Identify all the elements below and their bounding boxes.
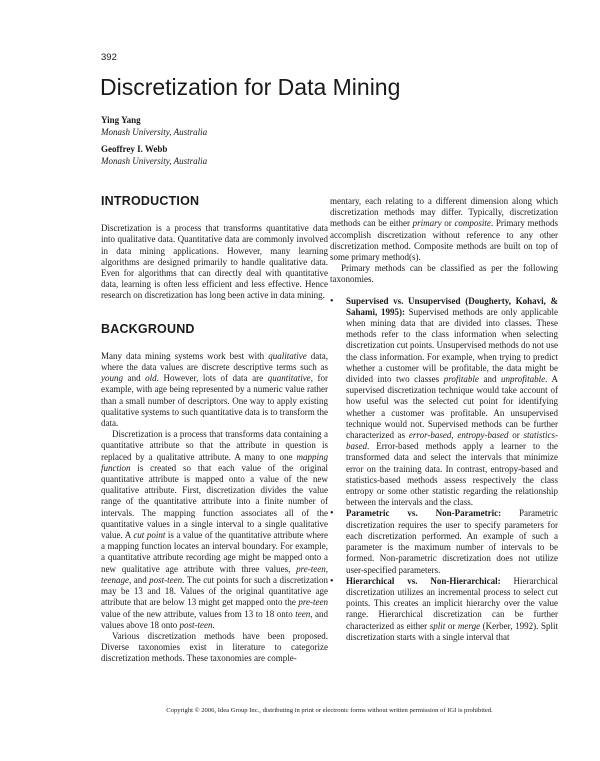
author-affiliation: Monash University, Australia <box>101 127 208 137</box>
taxonomy-list <box>330 296 558 643</box>
copyright-footer: Copyright © 2006, Idea Group Inc., distributing in print or electronic forms without written permission of IGI is prohibited. <box>166 707 493 714</box>
list-item: • Supervised vs. Unsupervised (Dougherty, Kohavi, & Sahami, 1995): Supervised methods are only applicable when mining data that are divided into classes. These methods refer to the class information when selecting discretization cut points. Unsupervised methods do not use the class information. For example, when trying to predict whether a customer will be profitable, the data might be divided into two classes profitable and unprofitable. A supervised discretization technique would take account of how useful was the selected cut point for identifying whether a customer was profitable. An unsupervised technique would not. Supervised methods can be further characterized as error-based, entropy-based or statistics-based. Error-based methods apply a learner to the transformed data and select the intervals that minimize error on the training data. In contrast, entropy-based and statistics-based methods assess respectively the class entropy or some other statistic regarding the relationship between the intervals and the class. <box>330 296 558 509</box>
right-column <box>330 196 558 643</box>
left-column <box>101 196 328 665</box>
background-paragraph-1: Many data mining systems work best with qualitative data, where the data values are discrete descriptive terms such as young and old. However, lots of data are quantitative, for example, with age being represented by a numeric value rather than a small number of descriptors. One way to apply existing qualitative systems to such quantitative data is to transform the data. <box>101 350 329 429</box>
list-item: • Parametric vs. Non-Parametric: Parametric discretization requires the user to specify parameters for each discretization performed. An example of such a parameter is the maximum number of intervals to be formed. Non-parametric discretization does not utilize user-specified parameters. <box>330 508 558 575</box>
introduction-heading: INTRODUCTION <box>101 194 200 208</box>
author-block-2 <box>101 143 207 167</box>
background-heading: BACKGROUND <box>101 321 195 336</box>
page-title: Discretization for Data Mining <box>100 74 401 100</box>
background-paragraph-3: Various discretization methods have been proposed. Diverse taxonomies exist in literature to categorize discretization methods. These taxonomies are comple- <box>101 630 328 664</box>
author-name: Geoffrey I. Webb <box>101 144 168 154</box>
list-item: • Hierarchical vs. Non-Hierarchical: Hierarchical discretization utilizes an incremental process to select cut points. This creates an implicit hierarchy over the value range. Hierarchical discretization can be further characterized as either split or merge (Kerber, 1992). Split discretization starts with a single interval that <box>330 576 558 643</box>
background-paragraph-2: Discretization is a process that transforms data containing a quantitative attribute so that the attribute in question is replaced by a qualitative attribute. A many to one mapping function is created so that each value of the original quantitative attribute is mapped onto a value of the new qualitative attribute. First, discretization divides the value range of the quantitative attribute into a finite number of intervals. The mapping function associates all of the quantitative values in a single interval to a single qualitative value. A cut point is a value of the quantitative attribute where a mapping function locates an interval boundary. For example, a quantitative attribute recording age might be mapped onto a new qualitative age attribute with three values, pre-teen, teenage, and post-teen. The cut points for such a discretization may be 13 and 18. Values of the original quantitative age attribute that are below 13 might get mapped onto the pre-teen value of the new attribute, values from 13 to 18 onto teen, and values above 18 onto post-teen. <box>101 429 328 630</box>
author-affiliation: Monash University, Australia <box>101 156 208 166</box>
primary-methods-paragraph: Primary methods can be classified as per the following taxonomies. <box>330 263 558 285</box>
taxonomy-paragraph: mentary, each relating to a different dimension along which discretization methods may differ. Typically, discretization methods can be either primary or composite. Primary methods accomplish discretization without reference to any other discretization method. Composite methods are built on top of some primary method(s). <box>330 196 558 263</box>
introduction-paragraph: Discretization is a process that transforms quantitative data into qualitative data. Quantitative data are commonly involved in data mining applications. However, many learning algorithms are designed primarily to handle qualitative data. Even for algorithms that can directly deal with quantitative data, learning is often less efficient and less effective. Hence research on discretization has long been active in data mining. <box>101 223 328 301</box>
page-number: 392 <box>101 52 117 63</box>
author-name: Ying Yang <box>101 115 141 125</box>
author-block-1 <box>101 114 207 138</box>
